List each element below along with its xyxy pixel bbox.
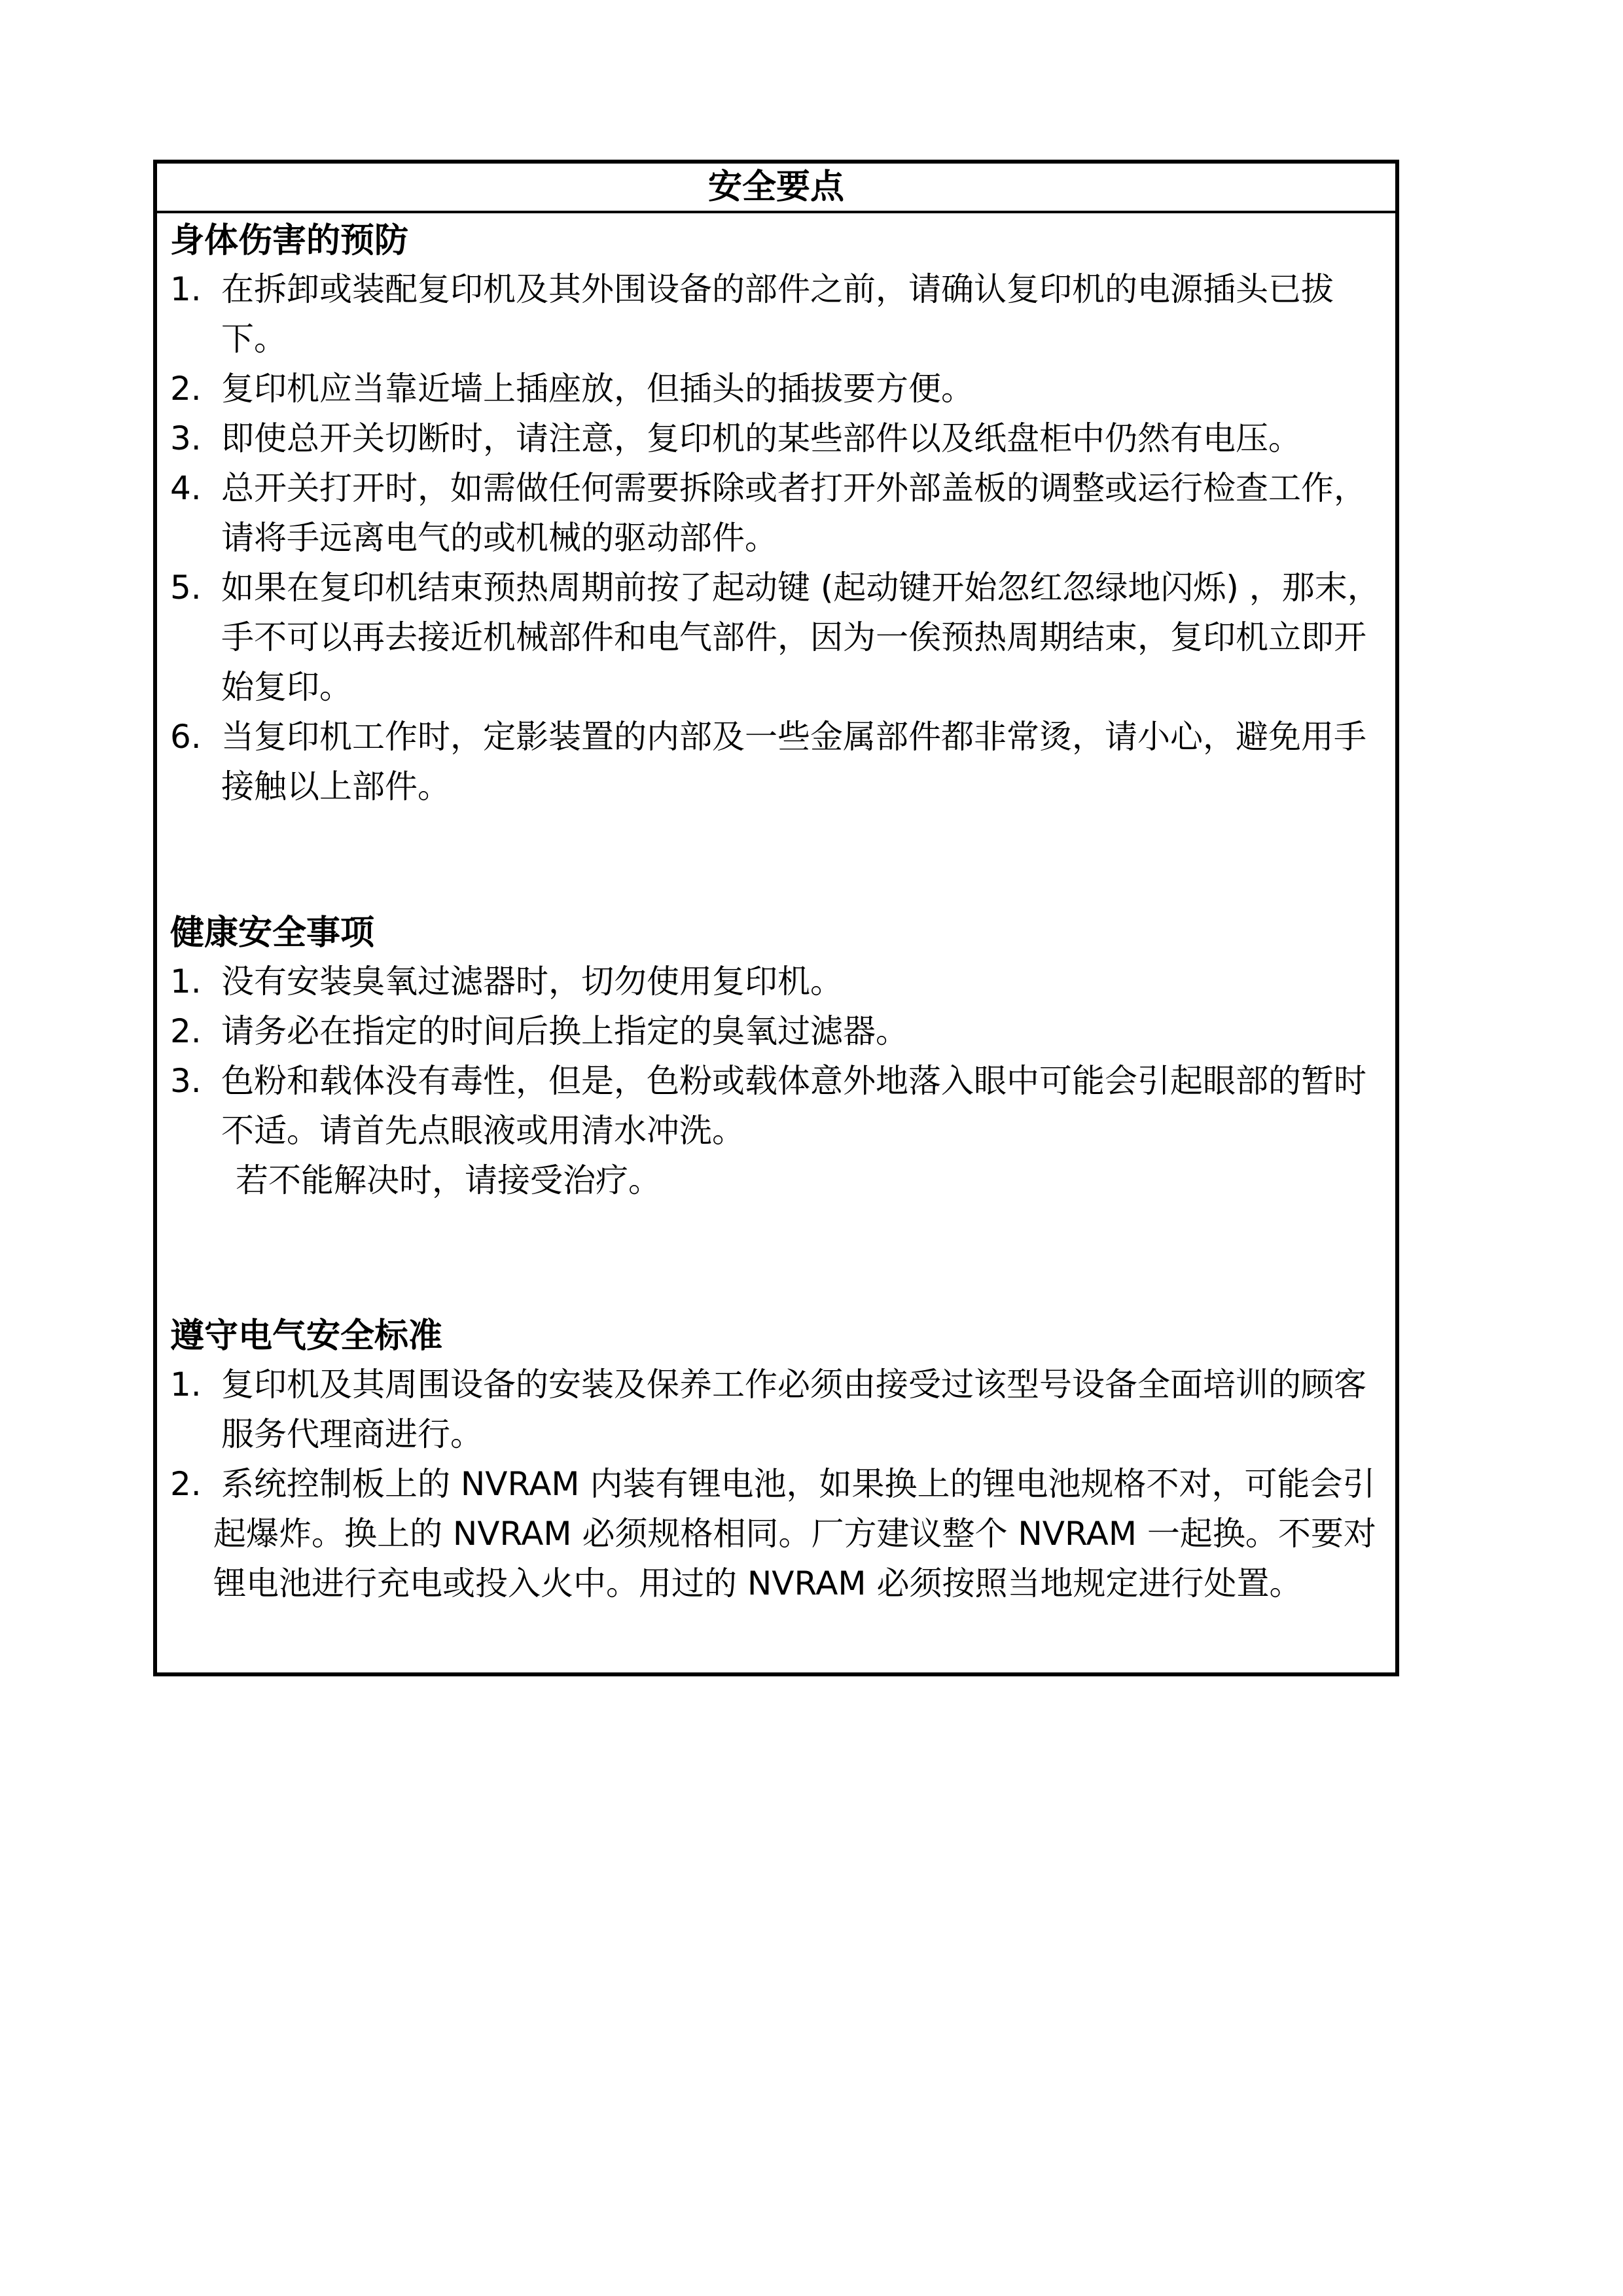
section-spacer [170, 1205, 1382, 1313]
item-number: 2. [170, 1012, 202, 1050]
list-item [170, 1056, 1382, 1156]
item-text: 如果在复印机结束预热周期前按了起动键 (起动键开始忽红忽绿地闪烁) ，那末，手不可以再去接近机械部件和电气部件，因为一俟预热周期结束，复印机立即开始复印。 [221, 569, 1380, 706]
list-item [170, 957, 1382, 1006]
list-item [170, 1360, 1382, 1459]
list-item [170, 563, 1382, 712]
item-text: 即使总开关切断时，请注意，复印机的某些部件以及纸盘柜中仍然有电压。 [221, 419, 1301, 457]
item-number: 5. [170, 569, 202, 607]
item-text: 没有安装臭氧过滤器时，切勿使用复印机。 [221, 963, 843, 1000]
section-heading-injury-prevention: 身体伤害的预防 [170, 221, 409, 260]
section-spacer [170, 811, 1382, 910]
section-heading-electrical-standards: 遵守电气安全标准 [170, 1316, 443, 1356]
item-text: 复印机应当靠近墙上插座放，但插头的插拔要方便。 [221, 370, 974, 408]
item-text: 在拆卸或装配复印机及其外围设备的部件之前，请确认复印机的电源插头已拔下。 [221, 270, 1334, 358]
item-number: 3. [170, 1062, 202, 1100]
item-note: 若不能解决时，请接受治疗。 [236, 1161, 661, 1199]
list-item [170, 414, 1382, 463]
item-number: 6. [170, 718, 202, 756]
item-number: 3. [170, 419, 202, 457]
list-item [170, 364, 1382, 414]
section-heading-health-safety: 健康安全事项 [170, 913, 375, 953]
item-text: 系统控制板上的 NVRAM 内装有锂电池，如果换上的锂电池规格不对，可能会引起爆炸。换上的 NVRAM 必须规格相同。厂方建议整个 NVRAM 一起换。不要对锂电池进行充电或投入火中。用过的 NVRAM 必须按照当地规定进行处置。 [213, 1465, 1376, 1602]
item-text: 当复印机工作时，定影装置的内部及一些金属部件都非常烫，请小心，避免用手接触以上部件。 [221, 718, 1366, 805]
item-number: 4. [170, 469, 202, 507]
item-number: 1. [170, 1366, 202, 1404]
list-item [170, 264, 1382, 364]
item-text: 请务必在指定的时间后换上指定的臭氧过滤器。 [221, 1012, 908, 1050]
item-number: 2. [170, 370, 202, 408]
list-item [170, 712, 1382, 811]
list-item [170, 463, 1382, 563]
safety-notes-box [153, 160, 1399, 1676]
item-text: 色粉和载体没有毒性，但是，色粉或载体意外地落入眼中可能会引起眼部的暂时不适。请首先点眼液或用清水冲洗。 [221, 1062, 1366, 1150]
box-title: 安全要点 [157, 164, 1395, 213]
item-number: 1. [170, 270, 202, 308]
list-item [170, 1459, 1382, 1608]
item-number: 2. [170, 1465, 202, 1503]
item-number: 1. [170, 963, 202, 1000]
item-text: 复印机及其周围设备的安装及保养工作必须由接受过该型号设备全面培训的顾客服务代理商进行。 [221, 1366, 1366, 1453]
item-text: 总开关打开时，如需做任何需要拆除或者打开外部盖板的调整或运行检查工作，请将手远离电气的或机械的驱动部件。 [221, 469, 1366, 557]
box-content [157, 213, 1395, 1608]
list-item [170, 1006, 1382, 1056]
